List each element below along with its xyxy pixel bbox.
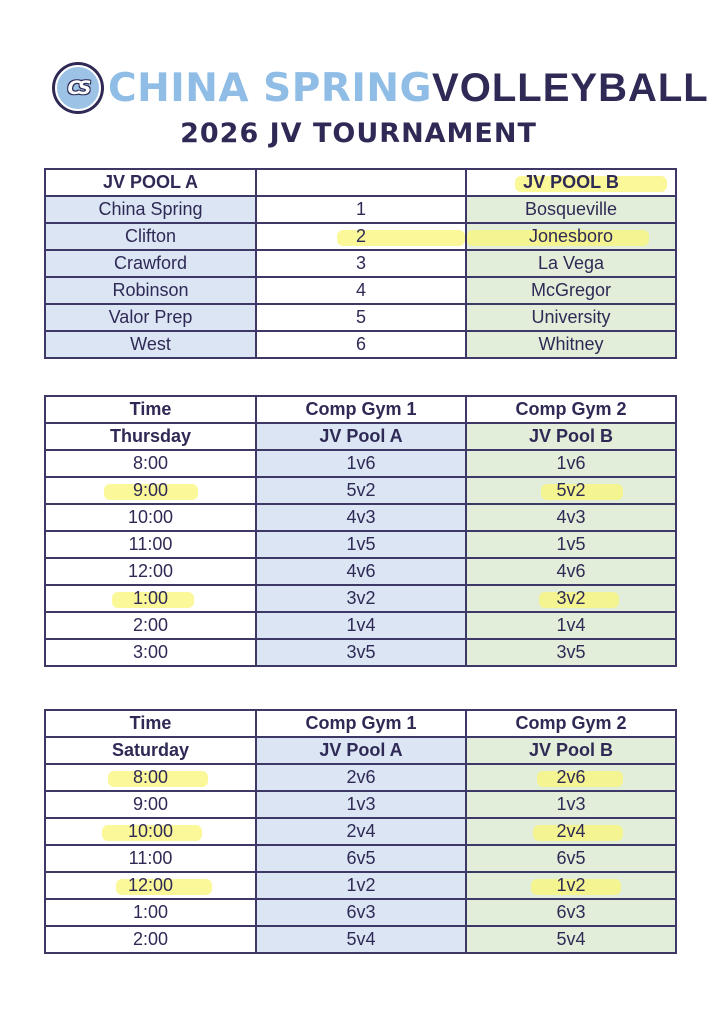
table-row — [45, 223, 676, 250]
pools-table — [44, 168, 677, 359]
seed-number: 2 — [256, 223, 466, 250]
thursday-schedule-table — [44, 395, 677, 667]
match-time: 10:00 — [45, 818, 256, 845]
gym-2-header: Comp Gym 2 — [466, 396, 676, 423]
gym-1-header: Comp Gym 1 — [256, 396, 466, 423]
table-row — [45, 639, 676, 666]
gym-1-match: 6v3 — [256, 899, 466, 926]
gym-1-match: 2v4 — [256, 818, 466, 845]
table-row — [45, 845, 676, 872]
cs-logo-letters: CS — [55, 65, 101, 111]
gym-2-match: 4v6 — [466, 558, 676, 585]
schedule-header-row — [45, 396, 676, 423]
gym-2-match: 5v4 — [466, 926, 676, 953]
gym-1-match: 1v4 — [256, 612, 466, 639]
table-row — [45, 477, 676, 504]
match-time: 2:00 — [45, 926, 256, 953]
seed-header — [256, 169, 466, 196]
pool-a-label: JV Pool A — [256, 737, 466, 764]
match-time: 11:00 — [45, 531, 256, 558]
match-time: 2:00 — [45, 612, 256, 639]
gym-2-match: 6v3 — [466, 899, 676, 926]
gym-2-match: 4v3 — [466, 504, 676, 531]
gym-1-match: 1v2 — [256, 872, 466, 899]
schedule-subheader-row — [45, 737, 676, 764]
match-time: 12:00 — [45, 558, 256, 585]
pool-a-team: West — [45, 331, 256, 358]
match-time: 8:00 — [45, 450, 256, 477]
match-time: 8:00 — [45, 764, 256, 791]
gym-1-match: 1v5 — [256, 531, 466, 558]
gym-2-match: 5v2 — [466, 477, 676, 504]
gym-1-match: 5v2 — [256, 477, 466, 504]
gym-2-match: 1v4 — [466, 612, 676, 639]
table-row — [45, 558, 676, 585]
table-row — [45, 764, 676, 791]
pool-a-team: China Spring — [45, 196, 256, 223]
tournament-subtitle: 2026 JV TOURNAMENT — [180, 118, 537, 149]
pools-header-row — [45, 169, 676, 196]
match-time: 11:00 — [45, 845, 256, 872]
time-header: Time — [45, 710, 256, 737]
gym-1-match: 4v3 — [256, 504, 466, 531]
seed-number: 6 — [256, 331, 466, 358]
table-row — [45, 531, 676, 558]
gym-1-match: 6v5 — [256, 845, 466, 872]
page-header — [0, 58, 717, 118]
table-row — [45, 277, 676, 304]
pool-b-label: JV Pool B — [466, 423, 676, 450]
gym-1-match: 3v2 — [256, 585, 466, 612]
time-header: Time — [45, 396, 256, 423]
match-time: 12:00 — [45, 872, 256, 899]
gym-2-match: 1v2 — [466, 872, 676, 899]
table-row — [45, 872, 676, 899]
cs-logo — [52, 62, 104, 114]
title-sport: VOLLEYBALL — [432, 65, 709, 110]
pool-b-header: JV POOL B — [466, 169, 676, 196]
gym-2-match: 1v3 — [466, 791, 676, 818]
match-time: 1:00 — [45, 899, 256, 926]
pool-a-header: JV POOL A — [45, 169, 256, 196]
pool-b-team: Bosqueville — [466, 196, 676, 223]
table-row — [45, 926, 676, 953]
gym-2-match: 2v6 — [466, 764, 676, 791]
pool-a-label: JV Pool A — [256, 423, 466, 450]
gym-1-match: 4v6 — [256, 558, 466, 585]
day-label: Thursday — [45, 423, 256, 450]
pool-b-team: University — [466, 304, 676, 331]
match-time: 3:00 — [45, 639, 256, 666]
pool-b-label: JV Pool B — [466, 737, 676, 764]
gym-1-header: Comp Gym 1 — [256, 710, 466, 737]
day-label: Saturday — [45, 737, 256, 764]
table-row — [45, 331, 676, 358]
pool-a-team: Robinson — [45, 277, 256, 304]
seed-number: 1 — [256, 196, 466, 223]
pool-a-team: Clifton — [45, 223, 256, 250]
table-row — [45, 450, 676, 477]
pool-b-team: McGregor — [466, 277, 676, 304]
match-time: 10:00 — [45, 504, 256, 531]
gym-2-match: 1v6 — [466, 450, 676, 477]
gym-2-match: 2v4 — [466, 818, 676, 845]
table-row — [45, 791, 676, 818]
table-row — [45, 250, 676, 277]
gym-2-header: Comp Gym 2 — [466, 710, 676, 737]
table-row — [45, 818, 676, 845]
saturday-schedule-table — [44, 709, 677, 954]
table-row — [45, 899, 676, 926]
seed-number: 5 — [256, 304, 466, 331]
pool-b-team: Jonesboro — [466, 223, 676, 250]
table-row — [45, 304, 676, 331]
pool-b-team: Whitney — [466, 331, 676, 358]
gym-2-match: 3v2 — [466, 585, 676, 612]
table-row — [45, 612, 676, 639]
match-time: 9:00 — [45, 477, 256, 504]
pool-a-team: Crawford — [45, 250, 256, 277]
gym-2-match: 1v5 — [466, 531, 676, 558]
title-school: CHINA SPRING — [108, 65, 433, 111]
seed-number: 3 — [256, 250, 466, 277]
gym-1-match: 1v3 — [256, 791, 466, 818]
match-time: 1:00 — [45, 585, 256, 612]
seed-number: 4 — [256, 277, 466, 304]
table-row — [45, 196, 676, 223]
match-time: 9:00 — [45, 791, 256, 818]
table-row — [45, 504, 676, 531]
gym-2-match: 6v5 — [466, 845, 676, 872]
gym-1-match: 1v6 — [256, 450, 466, 477]
pool-a-team: Valor Prep — [45, 304, 256, 331]
gym-2-match: 3v5 — [466, 639, 676, 666]
pool-b-team: La Vega — [466, 250, 676, 277]
schedule-header-row — [45, 710, 676, 737]
gym-1-match: 3v5 — [256, 639, 466, 666]
schedule-subheader-row — [45, 423, 676, 450]
gym-1-match: 2v6 — [256, 764, 466, 791]
page-title — [108, 58, 709, 118]
table-row — [45, 585, 676, 612]
gym-1-match: 5v4 — [256, 926, 466, 953]
